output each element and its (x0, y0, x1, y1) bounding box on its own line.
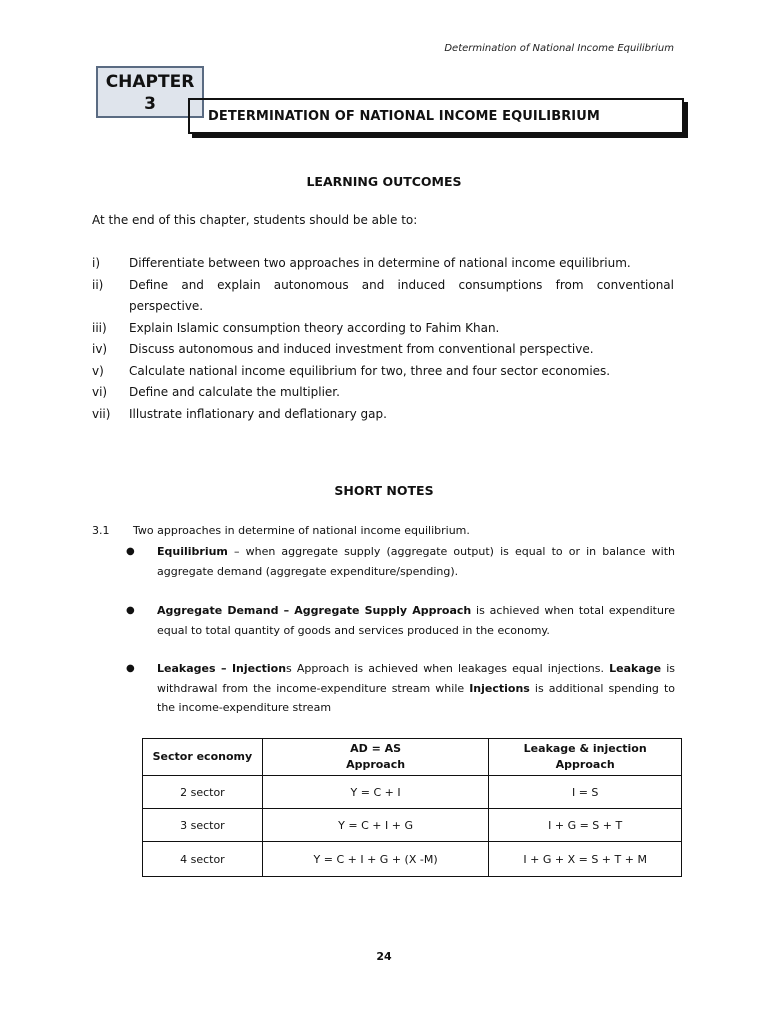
chapter-title: DETERMINATION OF NATIONAL INCOME EQUILIBRIUM (208, 108, 600, 124)
list-item-number: vi) (92, 385, 108, 399)
table-cell: Y = C + I + G + (X -M) (262, 842, 489, 877)
table-header-row (143, 739, 682, 776)
list-item-number: iii) (92, 320, 107, 335)
bullet-equilibrium (126, 542, 675, 581)
chapter-title-box (188, 98, 684, 134)
sector-approach-table (142, 738, 682, 877)
section-number: 3.1 (92, 524, 110, 537)
list-item-text: Differentiate between two approaches in determine of national income equilibrium. (129, 256, 631, 270)
bullet-ad-as-approach (126, 601, 675, 640)
list-item (92, 253, 674, 275)
section-title: Two approaches in determine of national income equilibrium. (133, 524, 470, 537)
bullet-term: Aggregate Demand – Aggregate Supply Approach (157, 604, 472, 617)
bullet-term-injections: Injections (469, 681, 530, 695)
bullet-text: is achieved when total expenditure equal to total quantity of goods and services produced in the economy. (157, 604, 675, 637)
learning-outcomes-heading: LEARNING OUTCOMES (306, 174, 462, 189)
list-item (92, 339, 674, 361)
table-row (143, 809, 682, 842)
table-cell: 3 sector (143, 809, 263, 842)
column-header: Sector economy (143, 739, 263, 776)
list-item (92, 275, 674, 318)
chapter-number: 3 (144, 94, 156, 114)
list-item-text: Define and explain autonomous and induced consumptions from conventional perspective. (129, 277, 674, 313)
list-item-number: vii) (92, 406, 111, 421)
bullet-dot-icon: ● (126, 663, 135, 674)
bullet-dot-icon: ● (126, 605, 135, 616)
table-cell: I = S (489, 776, 682, 809)
list-item (92, 382, 674, 404)
table-row (143, 776, 682, 809)
list-item-text: Illustrate inflationary and deflationary gap. (129, 406, 387, 421)
short-notes-heading: SHORT NOTES (334, 483, 434, 498)
table-cell: Y = C + I + G (262, 809, 489, 842)
chapter-label: CHAPTER (105, 72, 195, 92)
list-item (92, 361, 674, 383)
bullet-text: is withdrawal from the income-expenditure stream while (157, 662, 675, 695)
bullet-term: Equilibrium (157, 545, 228, 558)
column-header: Leakage & injection Approach (489, 739, 682, 776)
section-3-1 (92, 524, 674, 537)
running-header: Determination of National Income Equilibrium (444, 43, 674, 54)
column-header: AD = AS Approach (262, 739, 489, 776)
bullet-text: – when aggregate supply (aggregate output) is equal to or in balance with aggregate demand (aggregate expenditure/spending). (157, 545, 675, 578)
list-item-text: Calculate national income equilibrium for two, three and four sector economies. (129, 363, 611, 378)
list-item-number: iv) (92, 342, 108, 356)
list-item-text: Explain Islamic consumption theory according to Fahim Khan. (129, 320, 500, 335)
table-cell: 2 sector (143, 776, 263, 809)
bullet-text: s Approach is achieved when leakages equal injections. (286, 662, 610, 675)
learning-outcomes-list (92, 253, 674, 425)
list-item-number: v) (92, 363, 104, 378)
list-item-text: Define and calculate the multiplier. (129, 385, 340, 399)
list-item-number: i) (92, 256, 101, 270)
table-cell: Y = C + I (262, 776, 489, 809)
list-item-number: ii) (92, 277, 104, 292)
list-item (92, 404, 674, 426)
table-cell: I + G = S + T (489, 809, 682, 842)
table-cell: I + G + X = S + T + M (489, 842, 682, 877)
bullet-term-leakage: Leakage (609, 662, 662, 675)
bullet-text: is additional spending to the income-expenditure stream (157, 681, 675, 714)
table-cell: 4 sector (143, 842, 263, 877)
bullet-leakages-injections (126, 659, 675, 718)
list-item (92, 318, 674, 340)
bullet-dot-icon: ● (126, 546, 135, 557)
table-row (143, 842, 682, 877)
bullet-term: Leakages – Injection (157, 662, 287, 675)
learning-outcomes-intro: At the end of this chapter, students should be able to: (92, 213, 418, 227)
list-item-text: Discuss autonomous and induced investment from conventional perspective. (129, 342, 594, 356)
page-number: 24 (376, 950, 392, 963)
